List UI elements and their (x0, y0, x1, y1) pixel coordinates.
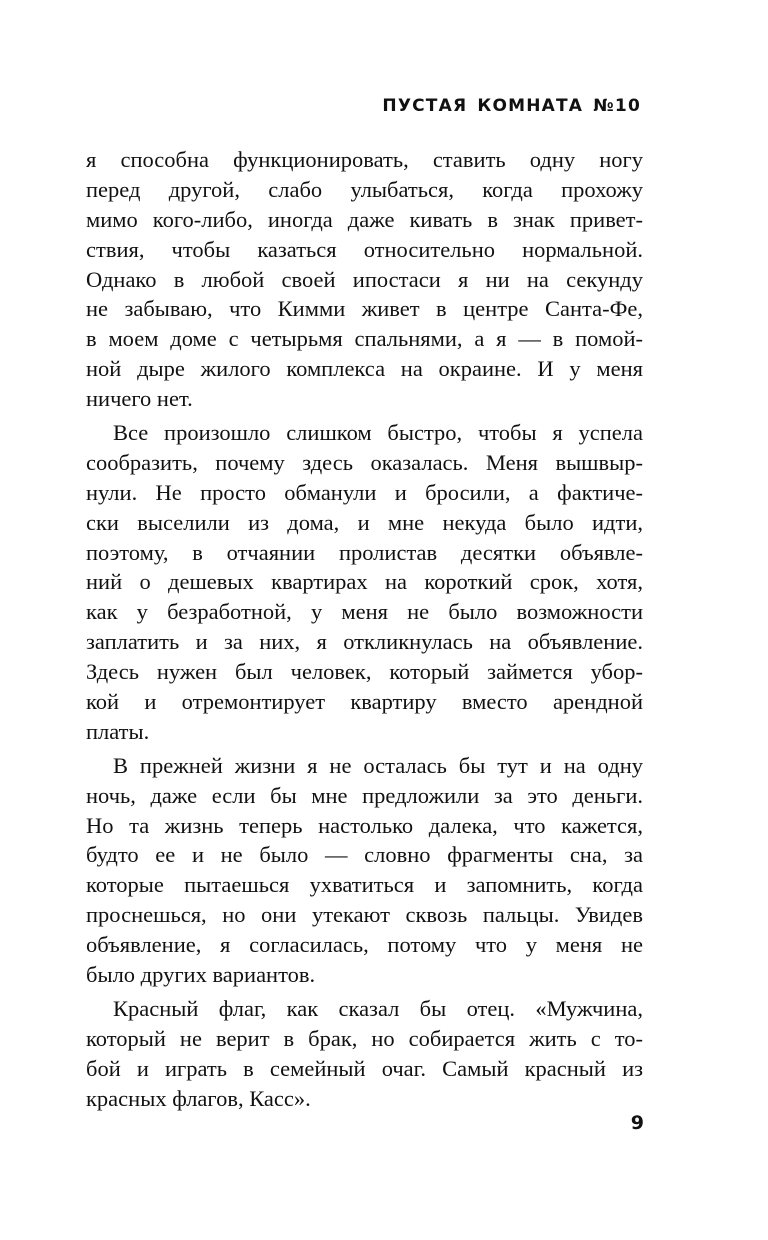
text-line: проснешься, но они утекают сквозь пальцы. Увидев (86, 902, 643, 928)
text-line: в моем доме с четырьмя спальнями, а я — в помой- (86, 326, 643, 352)
text-line: В прежней жизни я не осталась бы тут и на одну (113, 752, 643, 778)
text-line: я способна функционировать, ставить одну ногу (86, 147, 643, 172)
paragraph (86, 418, 643, 747)
text-line: Все произошло слишком быстро, чтобы я успела (113, 420, 643, 446)
text-line: ний о дешевых квартирах на короткий срок, хотя, (86, 569, 643, 595)
text-line: ночь, даже если бы мне предложили за это деньги. (86, 782, 643, 808)
text-line: ски выселили из дома, и мне некуда было идти, (86, 509, 643, 535)
text-line: ной дыре жилого комплекса на окраине. И у меня (86, 356, 643, 382)
text-line: будто ее и не было — словно фрагменты сна, за (86, 842, 643, 868)
paragraph (86, 751, 643, 990)
body-text (86, 145, 643, 1114)
text-line: поэтому, в отчаянии пролистав десятки объявле- (86, 539, 643, 565)
text-line: ствия, чтобы казаться относительно нормальной. (86, 236, 643, 262)
text-line: заплатить и за них, я откликнулась на объявление. (86, 629, 643, 655)
text-line: не забываю, что Кимми живет в центре Санта-Фе, (86, 296, 643, 322)
text-line: сообразить, почему здесь оказалась. Меня вышвыр- (86, 449, 643, 475)
running-header: ПУСТАЯ КОМНАТА №10 (382, 96, 641, 116)
text-line: как у безработной, у меня не было возможности (86, 599, 643, 625)
text-line: Красный флаг, как сказал бы отец. «Мужчина, (113, 995, 643, 1021)
text-line: Однако в любой своей ипостаси я ни на секунду (86, 266, 643, 292)
paragraph (86, 994, 643, 1114)
page-number: 9 (630, 1112, 644, 1134)
text-line: ничего нет. (86, 386, 193, 412)
text-line: которые пытаешься ухватиться и запомнить, когда (86, 872, 643, 898)
text-line: Здесь нужен был человек, который займется убор- (86, 659, 643, 685)
text-line: кой и отремонтирует квартиру вместо арендной (86, 689, 643, 715)
text-line: платы. (86, 718, 150, 744)
text-line: нули. Не просто обманули и бросили, а фактиче- (86, 479, 643, 505)
text-line: было других вариантов. (86, 962, 316, 988)
paragraph (86, 145, 643, 414)
text-line: объявление, я согласилась, потому что у меня не (86, 932, 643, 958)
text-line: мимо кого-либо, иногда даже кивать в знак привет- (86, 206, 643, 232)
text-line: перед другой, слабо улыбаться, когда прохожу (86, 176, 643, 202)
text-line: бой и играть в семейный очаг. Самый красный из (86, 1055, 643, 1081)
text-line: который не верит в брак, но собирается жить с то- (86, 1025, 643, 1051)
text-line: красных флагов, Касс». (86, 1085, 311, 1111)
text-line: Но та жизнь теперь настолько далека, что кажется, (86, 812, 643, 838)
